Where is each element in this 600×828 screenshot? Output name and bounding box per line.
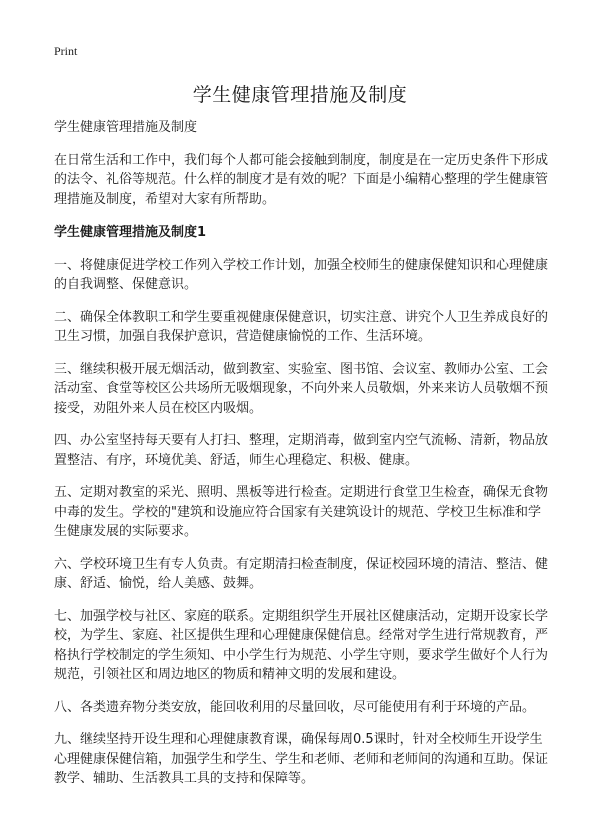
list-item: 六、学校环境卫生有专人负责。有定期清扫检查制度，保证校园环境的清洁、整洁、健康、舒适、愉悦，给人美感、鼓舞。 xyxy=(54,556,549,591)
list-item: 五、定期对教室的采光、照明、黑板等进行检查。定期进行食堂卫生检查，确保无食物中毒的发生。学校的"建筑和设施应符合国家有关建筑设计的规范、学校卫生标准和学生健康发展的实际要求。 xyxy=(54,485,549,539)
document-body xyxy=(54,118,550,802)
list-item: 一、将健康促进学校工作列入学校工作计划，加强全校师生的健康保健知识和心理健康的自我调整、保健意识。 xyxy=(54,257,549,292)
list-item: 二、确保全体教职工和学生要重视健康保健意识，切实注意、讲究个人卫生养成良好的卫生习惯，加强自我保护意识，营造健康愉悦的工作、生活环境。 xyxy=(54,309,549,344)
page-title: 学生健康管理措施及制度 xyxy=(192,84,408,106)
list-item: 八、各类遗弃物分类安放，能回收利用的尽量回收，尽可能使用有利于环境的产品。 xyxy=(54,699,536,715)
print-label: Print xyxy=(54,44,78,58)
list-item: 四、办公室坚持每天要有人打扫、整理，定期消毒，做到室内空气流畅、清新，物品放置整洁、有序，环境优美、舒适，师生心理稳定、积极、健康。 xyxy=(54,433,549,468)
list-item: 三、继续积极开展无烟活动，做到教室、实验室、图书馆、会议室、教师办公室、工会活动室、食堂等校区公共场所无吸烟现象，不向外来人员敬烟，外来来访人员敬烟不预接受，劝阻外来人员在校区内吸烟。 xyxy=(54,361,549,416)
intro-paragraph: 在日常生活和工作中，我们每个人都可能会接触到制度，制度是在一定历史条件下形成的法令、礼俗等规范。什么样的制度才是有效的呢？下面是小编精心整理的学生健康管理措施及制度，希望对大家有所帮助。 xyxy=(54,152,549,207)
list-item: 九、继续坚持开设生理和心理健康教育课，确保每周0.5课时，针对全校师生开设学生心理健康保健信箱，加强学生和学生、学生和老师、老师和老师间的沟通和互助。保证教学、辅助、生活教具工具的支持和保障等。 xyxy=(54,732,549,786)
section-heading: 学生健康管理措施及制度1 xyxy=(54,225,207,240)
list-item: 七、加强学校与社区、家庭的联系。定期组织学生开展社区健康活动，定期开设家长学校，为学生、家庭、社区提供生理和心理健康保健信息。经常对学生进行常规教育，严格执行学校制定的学生须知、中小学生行为规范、小学生守则，要求学生做好个人行为规范，引领社区和周边地区的物质和精神文明的发展和建设。 xyxy=(54,608,549,682)
document-subtitle: 学生健康管理措施及制度 xyxy=(54,120,198,135)
